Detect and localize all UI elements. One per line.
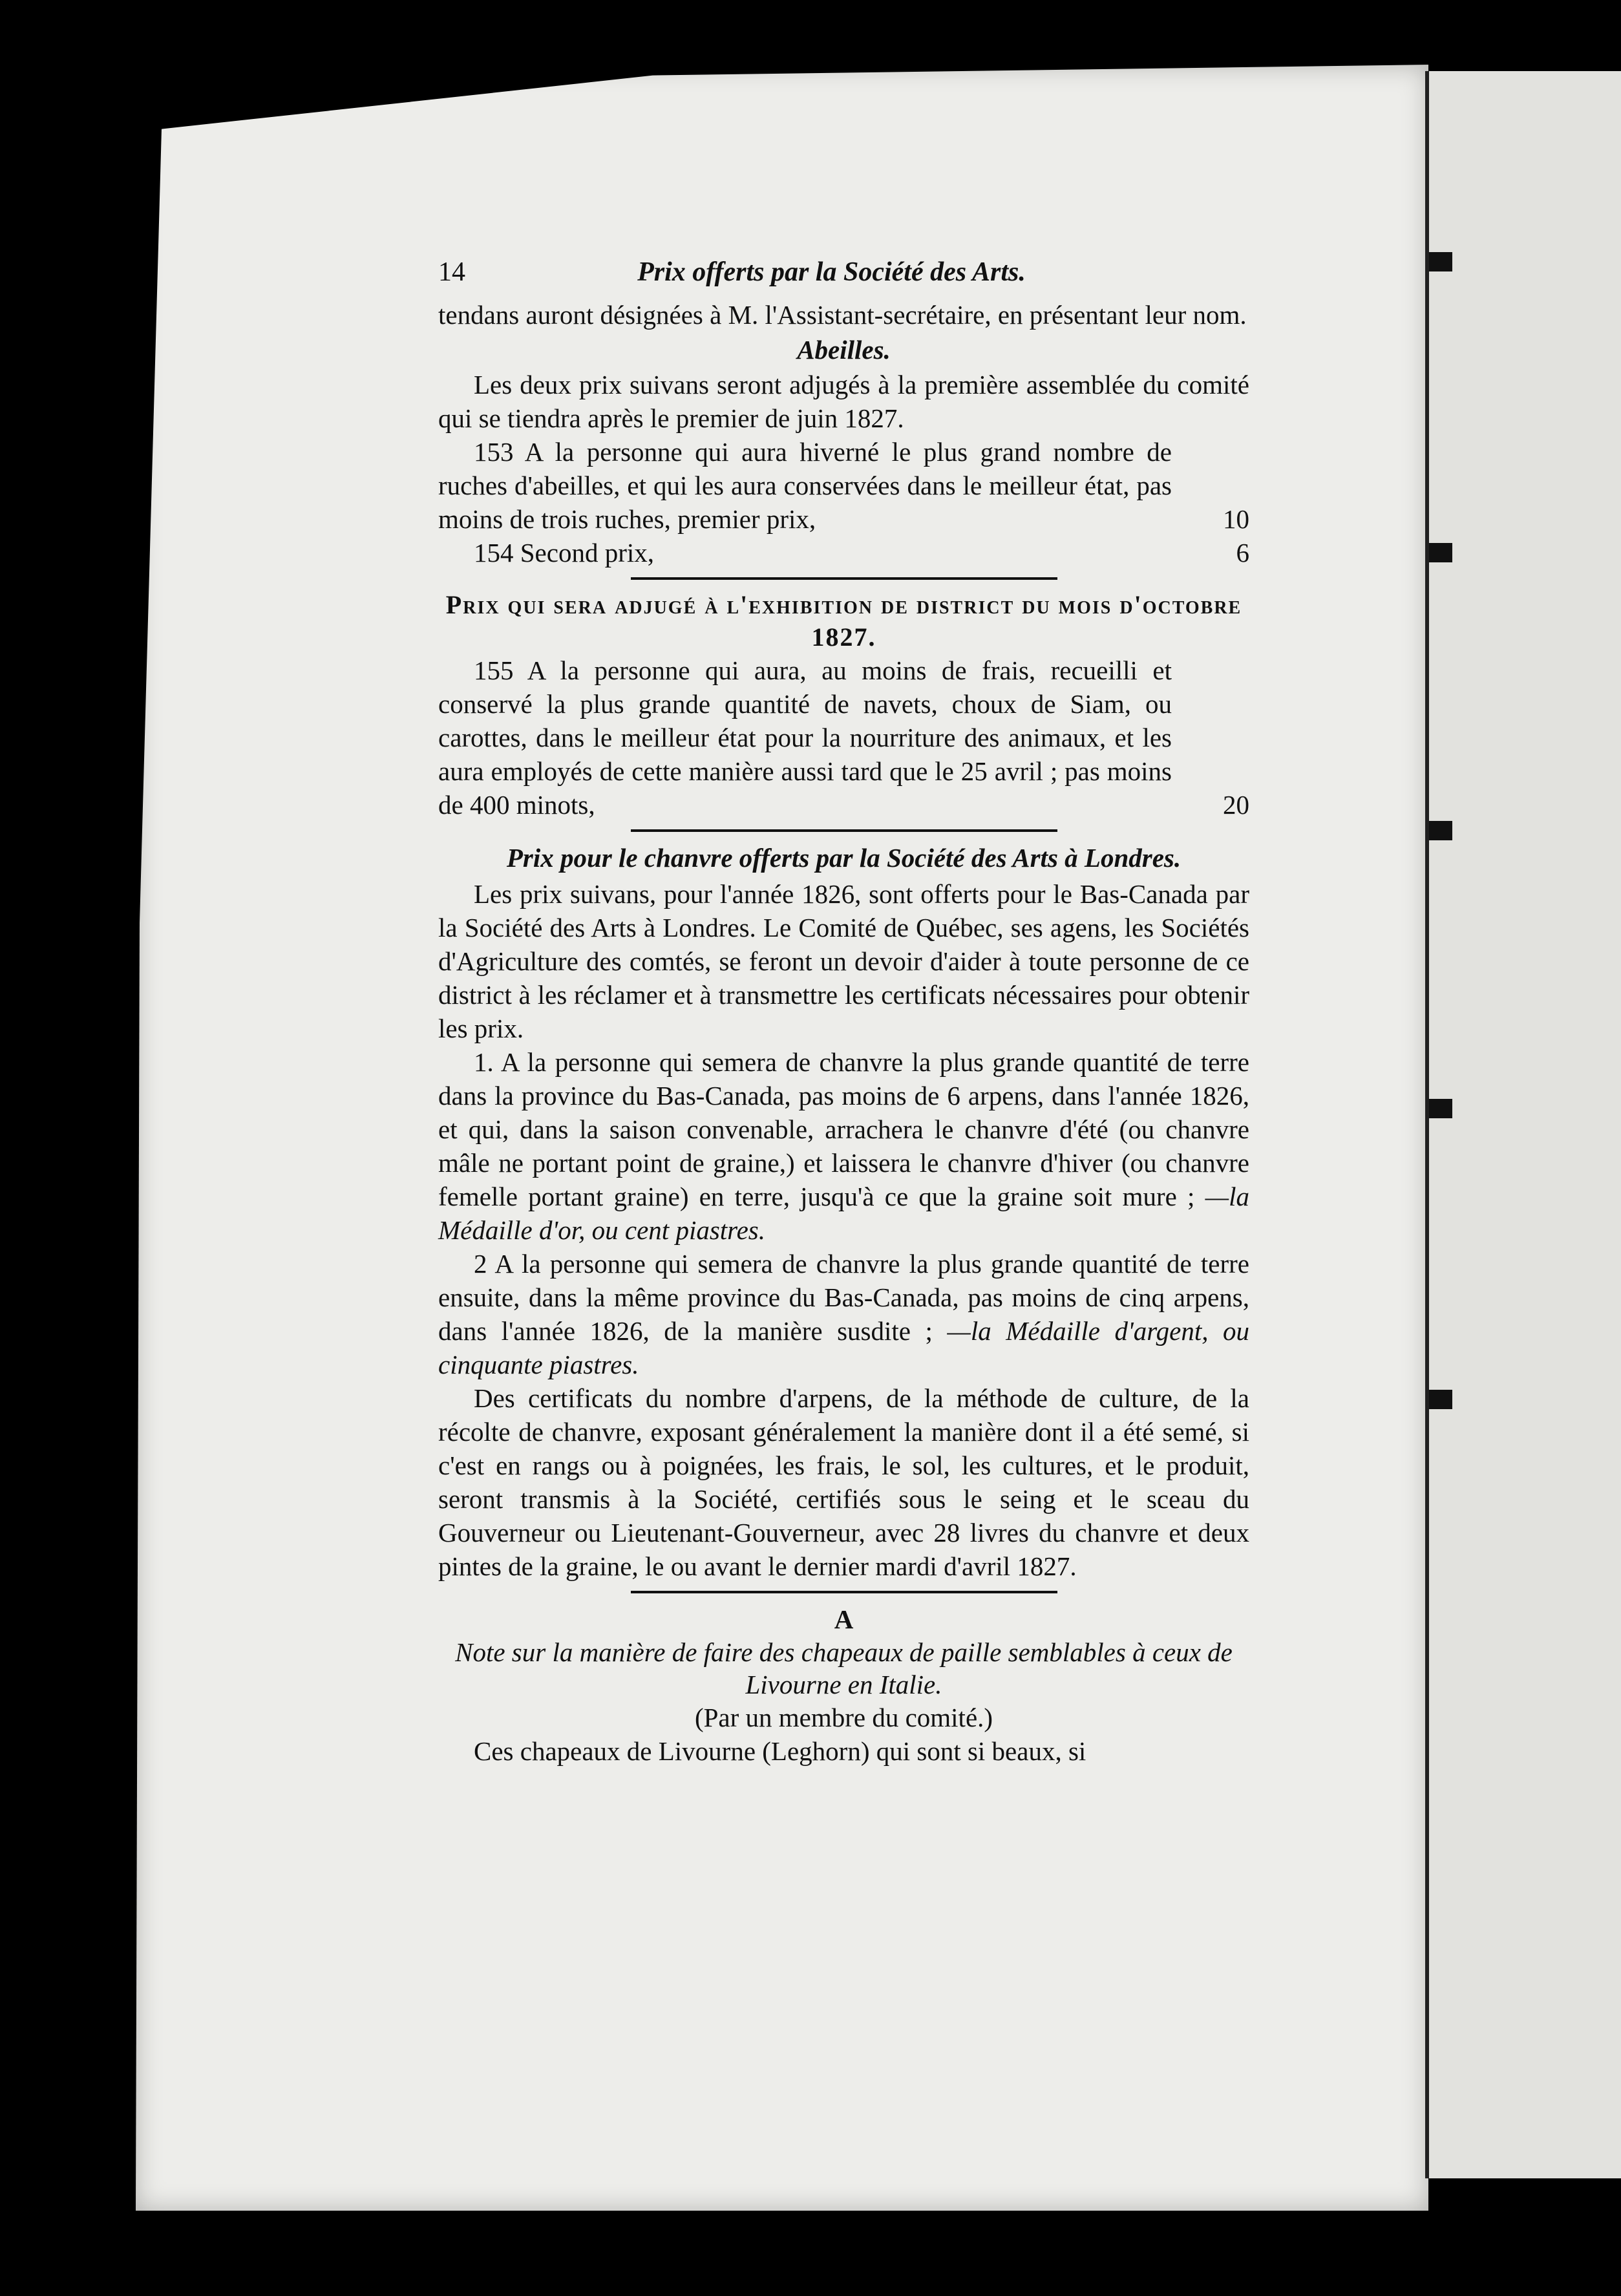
- prize-amount: 20: [1223, 790, 1249, 820]
- binding-mark: [1429, 252, 1452, 271]
- paragraph: Des certificats du nombre d'arpens, de la méthode de culture, de la récolte de chanvre, exposant généralement la manière dont il a été semé, si c'est en rangs ou à poignées, les frais, le sol, les cultures, et le produit, seront transmis à la Société, certifiés sous le seing et le sceau du Gouverneur ou Lieutenant-Gouverneur, avec 28 livres du chanvre et deux pintes de la graine, le ou avant le dernier mardi d'avril 1827.: [438, 1383, 1249, 1581]
- prize-text: 153 A la personne qui aura hiverné le plus grand nombre de ruches d'abeilles, et qui les aura conservées dans le meilleur état, pas moins de trois ruches, premier prix,: [438, 437, 1172, 534]
- divider: [631, 829, 1057, 832]
- binding-mark: [1429, 821, 1452, 840]
- adjacent-page-edge: [1425, 71, 1621, 2178]
- divider: [631, 1591, 1057, 1593]
- prize-amount: 6: [1236, 538, 1249, 568]
- prize-text: 155 A la personne qui aura, au moins de frais, recueilli et conservé la plus grande quantité de navets, choux de Siam, ou carottes, dans le meilleur état pour la nourriture des animaux, et les aura employés de cette manière aussi tard que le 25 avril ; pas moins de 400 minots,: [438, 655, 1172, 820]
- paragraph: Les prix suivans, pour l'année 1826, sont offerts pour le Bas-Canada par la Société des Arts à Londres. Le Comité de Québec, ses agens, les Sociétés d'Agriculture des comtés, se feront un devoir d'aider à toute personne de ce district à les réclamer et à transmettre les certificats nécessaires pour obtenir les prix.: [438, 879, 1249, 1043]
- paragraph-text: 2 A la personne qui semera de chanvre la plus grande quantité de terre ensuite, dans la même province du Bas-Canada, pas moins de cinq arpens, dans l'année 1826, de la manière susdite ;: [438, 1249, 1249, 1346]
- section-letter: A: [834, 1604, 854, 1634]
- divider: [631, 577, 1057, 580]
- prize-amount: 10: [1223, 504, 1249, 534]
- paragraph-text: 1. A la personne qui semera de chanvre la plus grande quantité de terre dans la province du Bas-Canada, pas moins de 6 arpens, dans l'année 1826, et qui, dans la saison convenable, arrachera le chanvre d'été (ou chanvre mâle ne portant point de graine,) et laissera le chanvre d'hiver (ou chanvre femelle portant graine) en terre, jusqu'à ce que la graine soit mure ;: [438, 1047, 1249, 1211]
- prize-entry: [438, 654, 1249, 822]
- prize-description: —la Médaille d'argent, ou cinquante piastres.: [438, 1316, 1249, 1379]
- section-heading: Prix pour le chanvre offerts par la Société des Arts à Londres.: [506, 843, 1181, 873]
- section-heading: Note sur la manière de faire des chapeaux de paille semblables à ceux de Livourne en Italie.: [455, 1637, 1233, 1699]
- binding-mark: [1429, 1390, 1452, 1409]
- running-title: Prix offerts par la Société des Arts.: [637, 257, 1026, 287]
- paragraph: Ces chapeaux de Livourne (Leghorn) qui sont si beaux, si: [474, 1736, 1086, 1766]
- page-text: [438, 255, 1249, 1768]
- byline: (Par un membre du comité.): [694, 1703, 993, 1732]
- paragraph: tendans auront désignées à M. l'Assistant-secrétaire, en présentant leur nom.: [438, 300, 1247, 330]
- prize-entry: [438, 536, 1249, 569]
- running-head: [438, 255, 1249, 289]
- binding-mark: [1429, 1099, 1452, 1118]
- prize-text: 154 Second prix,: [474, 538, 654, 568]
- paragraph: [438, 1045, 1249, 1247]
- prize-entry: [438, 435, 1249, 536]
- section-heading: Abeilles.: [797, 335, 891, 365]
- paragraph: [438, 1247, 1249, 1381]
- binding-mark: [1429, 543, 1452, 562]
- prize-description: —la Médaille d'or, ou cent piastres.: [438, 1182, 1249, 1245]
- page-number: 14: [438, 257, 465, 287]
- paragraph: Les deux prix suivans seront adjugés à la première assemblée du comité qui se tiendra après le premier de juin 1827.: [438, 370, 1249, 433]
- section-heading: Prix qui sera adjugé à l'exhibition de district du mois d'octobre 1827.: [445, 590, 1242, 652]
